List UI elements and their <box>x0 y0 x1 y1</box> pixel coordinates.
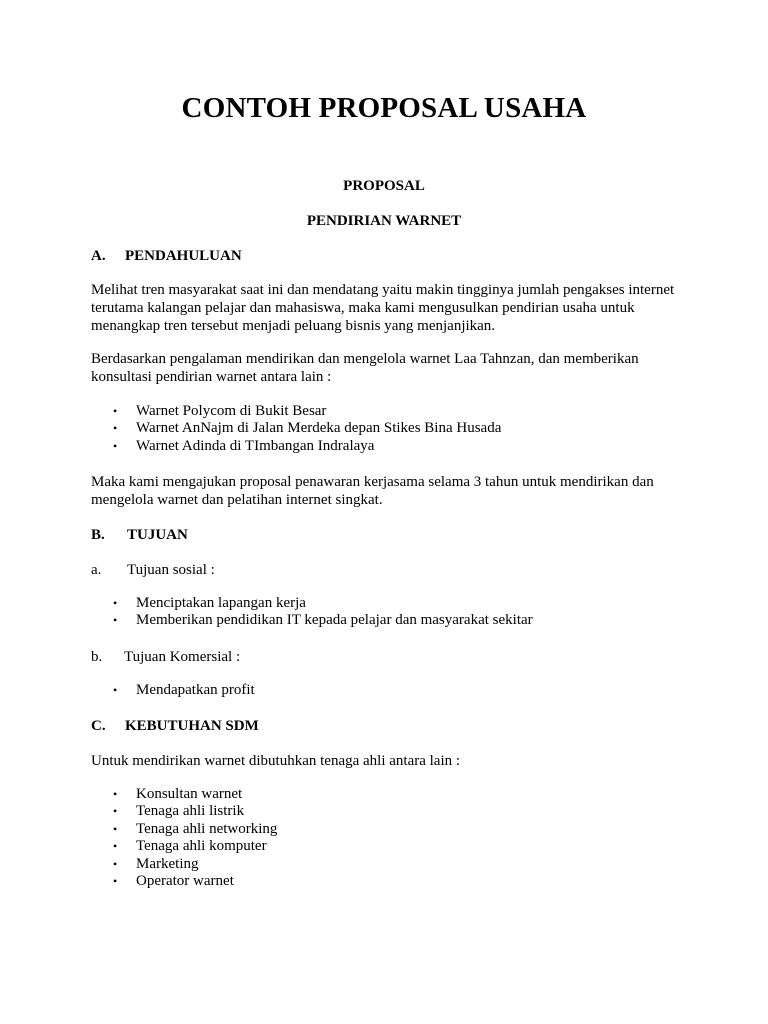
bullet-icon: • <box>113 787 118 801</box>
bullet-icon: • <box>113 613 118 628</box>
paragraph-line: mengelola warnet dan pelatihan internet singkat. <box>91 492 383 508</box>
list-item <box>91 595 533 612</box>
paragraph-line: Maka kami mengajukan proposal penawaran kerjasama selama 3 tahun untuk mendirikan dan <box>91 474 654 490</box>
list-item <box>91 682 255 699</box>
bullet-icon: • <box>113 856 118 871</box>
document-title: CONTOH PROPOSAL USAHA <box>181 92 587 124</box>
list-item-text: Warnet Polycom di Bukit Besar <box>136 403 327 419</box>
list-item-text: Mendapatkan profit <box>136 682 255 698</box>
section-c-title: KEBUTUHAN SDM <box>125 718 259 734</box>
list-item <box>91 838 277 855</box>
bullet-icon: • <box>113 421 118 436</box>
list-item <box>91 803 277 820</box>
section-a-letter: A. <box>91 248 106 264</box>
list-item <box>91 420 501 437</box>
warnet-reference-list <box>91 403 501 455</box>
section-c-intro <box>91 752 691 770</box>
list-item <box>91 786 277 803</box>
section-b-heading <box>91 526 188 544</box>
list-item-text: Menciptakan lapangan kerja <box>136 595 306 611</box>
subsection-letter: a. <box>91 562 102 578</box>
list-item <box>91 612 533 629</box>
section-c-heading <box>91 717 259 735</box>
paragraph-line: menangkap tren tersebut menjadi peluang bisnis yang menjanjikan. <box>91 318 496 334</box>
section-a-paragraph-2 <box>91 350 691 386</box>
bullet-icon: • <box>113 804 118 819</box>
commercial-goals-list <box>91 682 255 699</box>
list-item <box>91 856 277 873</box>
list-item-text: Tenaga ahli listrik <box>136 803 245 820</box>
bullet-icon: • <box>113 683 118 697</box>
proposal-heading: PROPOSAL <box>343 178 425 194</box>
subsection-label: Tujuan Komersial : <box>124 649 241 665</box>
paragraph-line: Berdasarkan pengalaman mendirikan dan mengelola warnet Laa Tahnzan, dan memberikan <box>91 351 639 367</box>
list-item <box>91 873 277 890</box>
section-b-letter: B. <box>91 527 105 543</box>
proposal-subject-heading: PENDIRIAN WARNET <box>306 213 462 229</box>
subsection-letter: b. <box>91 649 103 665</box>
section-a-title: PENDAHULUAN <box>125 248 242 264</box>
list-item-text: Konsultan warnet <box>136 786 243 802</box>
list-item-text: Memberikan pendidikan IT kepada pelajar dan masyarakat sekitar <box>136 612 533 629</box>
section-a-paragraph-1 <box>91 281 691 335</box>
list-item-text: Tenaga ahli komputer <box>136 838 267 855</box>
list-item-text: Warnet AnNajm di Jalan Merdeka depan Stikes Bina Husada <box>136 420 502 437</box>
list-item-text: Tenaga ahli networking <box>136 820 278 837</box>
paragraph-line: Melihat tren masyarakat saat ini dan mendatang yaitu makin tingginya jumlah pengakses internet <box>91 282 675 298</box>
staff-requirements-list <box>91 786 277 890</box>
bullet-icon: • <box>113 596 118 610</box>
list-item-text: Operator warnet <box>136 873 234 890</box>
list-item <box>91 438 501 455</box>
list-item-text: Marketing <box>136 855 199 872</box>
list-item <box>91 821 277 838</box>
section-a-heading <box>91 247 242 265</box>
section-b-title: TUJUAN <box>127 527 188 543</box>
section-c-letter: C. <box>91 718 106 734</box>
subsection-label: Tujuan sosial : <box>127 562 215 578</box>
paragraph-line: terutama kalangan pelajar dan mahasiswa, maka kami mengusulkan pendirian usaha untuk <box>91 300 635 316</box>
bullet-icon: • <box>113 874 118 889</box>
paragraph-line: Untuk mendirikan warnet dibutuhkan tenaga ahli antara lain : <box>91 753 461 769</box>
bullet-icon: • <box>113 821 118 836</box>
subsection-social-heading <box>91 561 215 579</box>
bullet-icon: • <box>113 839 118 854</box>
bullet-icon: • <box>113 404 118 418</box>
subsection-commercial-heading <box>91 648 240 666</box>
list-item-text: Warnet Adinda di TImbangan Indralaya <box>136 437 375 454</box>
paragraph-line: konsultasi pendirian warnet antara lain : <box>91 369 332 385</box>
section-a-paragraph-3 <box>91 473 691 509</box>
bullet-icon: • <box>113 438 118 453</box>
list-item <box>91 403 501 420</box>
social-goals-list <box>91 595 533 630</box>
